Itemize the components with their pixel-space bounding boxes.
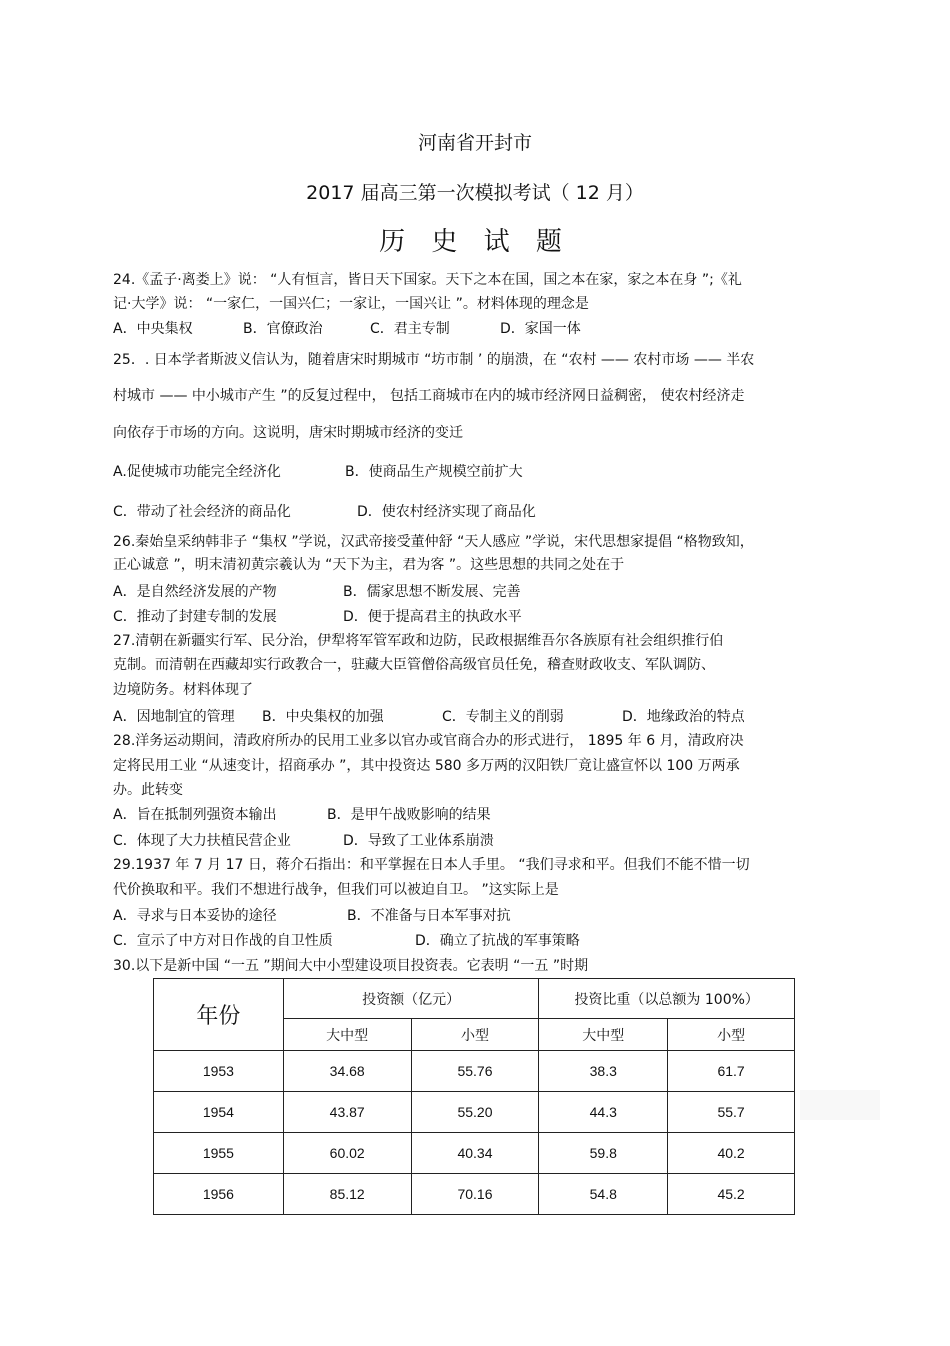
inv-large-cell: 60.02 — [283, 1133, 411, 1174]
q24-line2: 记·大学》说： “一家仁，一国兴仁；一家让，一国兴让 ”。材料体现的理念是 — [113, 296, 589, 312]
q25-option-c: C．带动了社会经济的商品化 — [113, 504, 291, 520]
q28-option-a: A．旨在抵制列强资本输出 — [113, 807, 277, 823]
q25-option-d: D．使农村经济实现了商品化 — [357, 504, 536, 520]
inv-large-cell: 34.68 — [283, 1051, 411, 1092]
q24-option-a: A．中央集权 — [113, 321, 193, 337]
table-row — [154, 1092, 795, 1133]
q28-option-c: C．体现了大力扶植民营企业 — [113, 833, 291, 849]
pct-small-cell: 45.2 — [668, 1174, 795, 1215]
q29-line2: 代价换取和平。我们不想进行战争，但我们可以被迫自卫。 ”这实际上是 — [113, 882, 559, 898]
q27-line3: 边境防务。材料体现了 — [113, 682, 253, 698]
q27-option-c: C．专制主义的削弱 — [442, 709, 564, 725]
pct-large-cell: 54.8 — [539, 1174, 668, 1215]
q25-option-a: A.促使城市功能完全经济化 — [113, 464, 281, 480]
inv-large-cell: 43.87 — [283, 1092, 411, 1133]
pct-large-cell: 44.3 — [539, 1092, 668, 1133]
q26-option-b: B．儒家思想不断发展、完善 — [343, 584, 521, 600]
ratio-large-header: 大中型 — [539, 1019, 668, 1051]
q26-option-d: D．便于提高君主的执政水平 — [343, 609, 522, 625]
exam-title: 2017 届高三第一次模拟考试（ 12 月） — [306, 182, 644, 204]
q27-option-b: B．中央集权的加强 — [262, 709, 384, 725]
ratio-small-header: 小型 — [668, 1019, 795, 1051]
q24-line1: 24.《孟子·离娄上》说： “人有恒言，皆日天下国家。天下之本在国，国之本在家，家之本在身 ”;《礼 — [113, 272, 742, 288]
q27-line2: 克制。而清朝在西藏却实行政教合一，驻藏大臣管僧俗高级官员任免，稽查财政收支、军队调防、 — [113, 657, 715, 673]
q29-option-a: A．寻求与日本妥协的途径 — [113, 908, 277, 924]
q26-line1: 26.秦始皇采纳韩非子 “集权 ”学说，汉武帝接受董仲舒 “天人感应 ”学说，宋代思想家提倡 “格物致知， — [113, 534, 754, 550]
q28-line1: 28.洋务运动期间，清政府所办的民用工业多以官办或官商合办的形式进行， 1895 年 6 月，清政府决 — [113, 733, 744, 749]
year-cell: 1954 — [154, 1092, 284, 1133]
year-header: 年份 — [154, 979, 284, 1051]
q29-option-d: D．确立了抗战的军事策略 — [415, 933, 580, 949]
table-row — [154, 1051, 795, 1092]
q27-line1: 27.清朝在新疆实行军、民分治，伊犁将军管军政和边防，民政根据维吾尔各族原有社会组织推行伯 — [113, 633, 724, 649]
q25-option-b: B．使商品生产规模空前扩大 — [345, 464, 523, 480]
pct-small-cell: 61.7 — [668, 1051, 795, 1092]
pct-large-cell: 38.3 — [539, 1051, 668, 1092]
q26-option-a: A．是自然经济发展的产物 — [113, 584, 277, 600]
q25-line1: 25．. 日本学者斯波义信认为，随着唐宋时期城市 “坊市制 ’ 的崩溃，在 “农村 —— 农村市场 —— 半农 — [113, 352, 755, 368]
faint-watermark — [800, 1090, 880, 1120]
exam-region: 河南省开封市 — [417, 132, 532, 154]
q26-line2: 正心诚意 ”，明末清初黄宗羲认为 “天下为主，君为客 ”。这些思想的共同之处在于 — [113, 557, 625, 573]
q29-line1: 29.1937 年 7 月 17 日，蒋介石指出：和平掌握在日本人手里。 “我们寻求和平。但我们不能不惜一切 — [113, 857, 750, 873]
q29-option-c: C．宣示了中方对日作战的自卫性质 — [113, 933, 333, 949]
q28-line2: 定将民用工业 “从速变计，招商承办 ”，其中投资达 580 多万两的汉阳铁厂竟让盛宣怀以 100 万两承 — [113, 758, 740, 774]
year-cell: 1953 — [154, 1051, 284, 1092]
inv-large-cell: 85.12 — [283, 1174, 411, 1215]
subject-title: 历 史 试 题 — [379, 227, 571, 257]
q24-option-c: C．君主专制 — [370, 321, 450, 337]
q25-line3: 向依存于市场的方向。这说明，唐宋时期城市经济的变迁 — [113, 425, 463, 441]
inv-small-cell: 70.16 — [411, 1174, 539, 1215]
amount-small-header: 小型 — [411, 1019, 539, 1051]
year-cell: 1955 — [154, 1133, 284, 1174]
q25-line2: 村城市 —— 中小城市产生 ”的反复过程中， 包括工商城市在内的城市经济网日益稠密， 使农村经济走 — [113, 388, 745, 404]
pct-large-cell: 59.8 — [539, 1133, 668, 1174]
q30-line1: 30.以下是新中国 “一五 ”期间大中小型建设项目投资表。它表明 “一五 ”时期 — [113, 958, 589, 974]
q26-option-c: C．推动了封建专制的发展 — [113, 609, 277, 625]
investment-table — [153, 978, 795, 1215]
inv-small-cell: 55.76 — [411, 1051, 539, 1092]
q27-option-d: D．地缘政治的特点 — [622, 709, 745, 725]
table-row — [154, 1174, 795, 1215]
amount-large-header: 大中型 — [283, 1019, 411, 1051]
table-row — [154, 1133, 795, 1174]
inv-small-cell: 55.20 — [411, 1092, 539, 1133]
pct-small-cell: 55.7 — [668, 1092, 795, 1133]
q28-line3: 办。此转变 — [113, 782, 183, 798]
year-cell: 1956 — [154, 1174, 284, 1215]
invest-ratio-header: 投资比重（以总额为 100%） — [539, 979, 795, 1019]
q27-option-a: A．因地制宜的管理 — [113, 709, 235, 725]
invest-amount-header: 投资额（亿元） — [283, 979, 539, 1019]
inv-small-cell: 40.34 — [411, 1133, 539, 1174]
q24-option-d: D．家国一体 — [500, 321, 581, 337]
q28-option-d: D．导致了工业体系崩溃 — [343, 833, 494, 849]
q28-option-b: B．是甲午战败影响的结果 — [327, 807, 491, 823]
q24-option-b: B．官僚政治 — [243, 321, 323, 337]
pct-small-cell: 40.2 — [668, 1133, 795, 1174]
q29-option-b: B．不准备与日本军事对抗 — [347, 908, 511, 924]
